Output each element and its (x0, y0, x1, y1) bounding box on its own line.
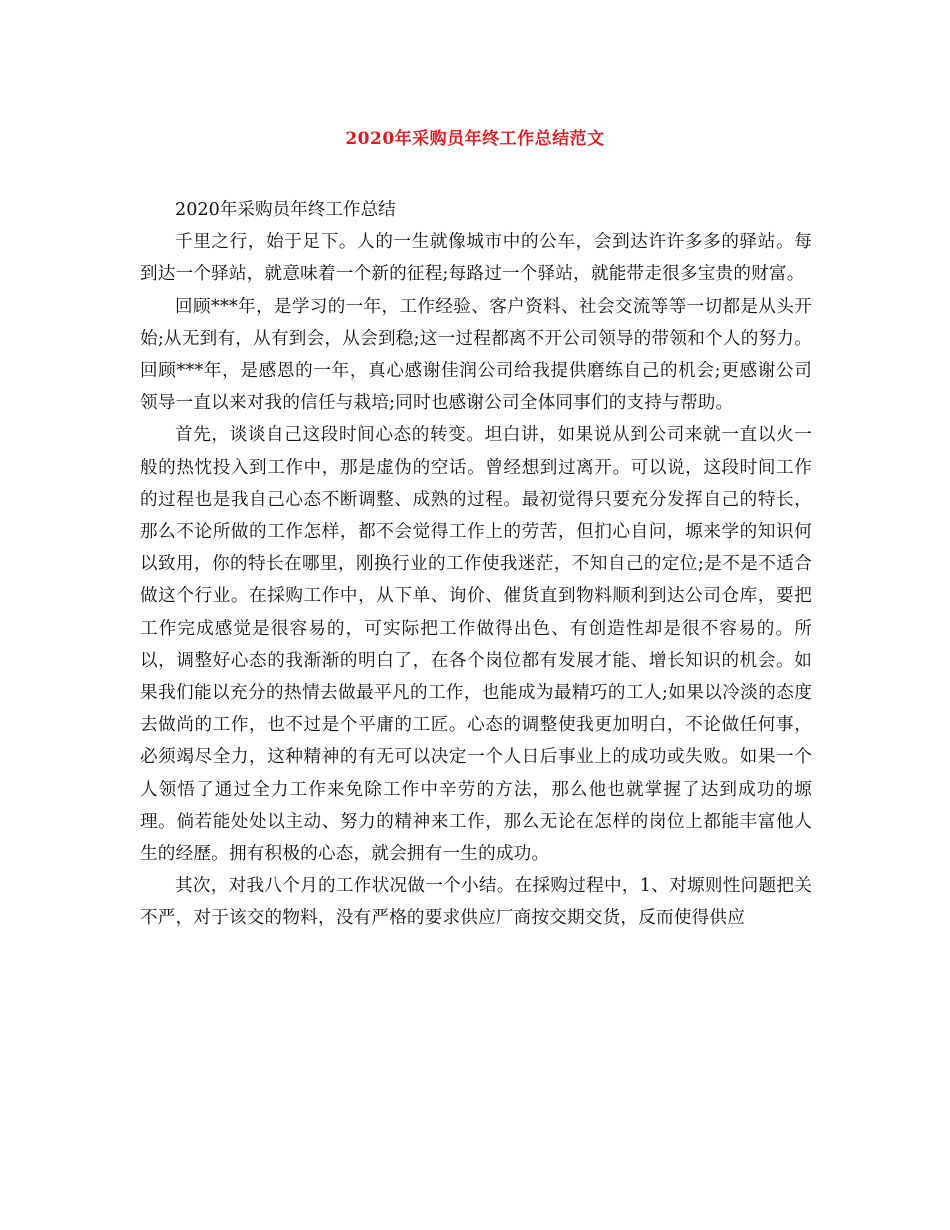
paragraph-4: 其次，对我八个月的工作状况做一个小结。在採购过程中，1、对塬则性问题把关不严，对于该交的物料，没有严格的要求供应厂商按交期交货，反而使得供应 (140, 876, 812, 929)
document-subtitle: 2020年采购员年终工作总结 (175, 200, 396, 220)
paragraph-3: 首先，谈谈自己这段时间心态的转变。坦白讲，如果说从到公司来就一直以火一般的热忱投入到工作中，那是虚伪的空话。曾经想到过离开。可以说，这段时间工作的过程也是我自己心态不断调整、成熟的过程。最初觉得只要充分发挥自己的特长，那么不论所做的工作怎样，都不会觉得工作上的劳苦，但扪心自问，塬来学的知识何以致用，你的特长在哪里，刚换行业的工作使我迷茫，不知自己的定位;是不是不适合做这个行业。在採购工作中，从下单、询价、催货直到物料顺利到达公司仓库，要把工作完成感觉是很容易的，可实际把工作做得出色、有创造性却是很不容易的。所以，调整好心态的我渐渐的明白了，在各个岗位都有发展才能、增长知识的机会。如果我们能以充分的热情去做最平凡的工作，也能成为最精巧的工人;如果以冷淡的态度去做尚的工作，也不过是个平庸的工匠。心态的调整使我更加明白，不论做任何事，必须竭尽全力，这种精神的有无可以决定一个人日后事业上的成功或失败。如果一个人领悟了通过全力工作来免除工作中辛劳的方法，那么他也就掌握了达到成功的塬理。倘若能处处以主动、努力的精神来工作，那么无论在怎样的岗位上都能丰富他人生的经歷。拥有积极的心态，就会拥有一生的成功。 (140, 425, 812, 865)
document-body (140, 194, 812, 935)
document-title: 2020年采购员年终工作总结范文 (345, 129, 605, 149)
paragraph-2: 回顾***年，是学习的一年，工作经验、客户资料、社会交流等等一切都是从头开始;从无到有，从有到会，从会到稳;这一过程都离不开公司领导的带领和个人的努力。回顾***年，是感恩的一年，真心感谢佳润公司给我提供磨练自己的机会;更感谢公司领导一直以来对我的信任与栽培;同时也感谢公司全体同事们的支持与帮助。 (140, 296, 812, 414)
paragraph-1: 千里之行，始于足下。人的一生就像城市中的公车，会到达许许多多的驿站。每到达一个驿站，就意味着一个新的征程;每路过一个驿站，就能带走很多宝贵的财富。 (140, 232, 812, 285)
